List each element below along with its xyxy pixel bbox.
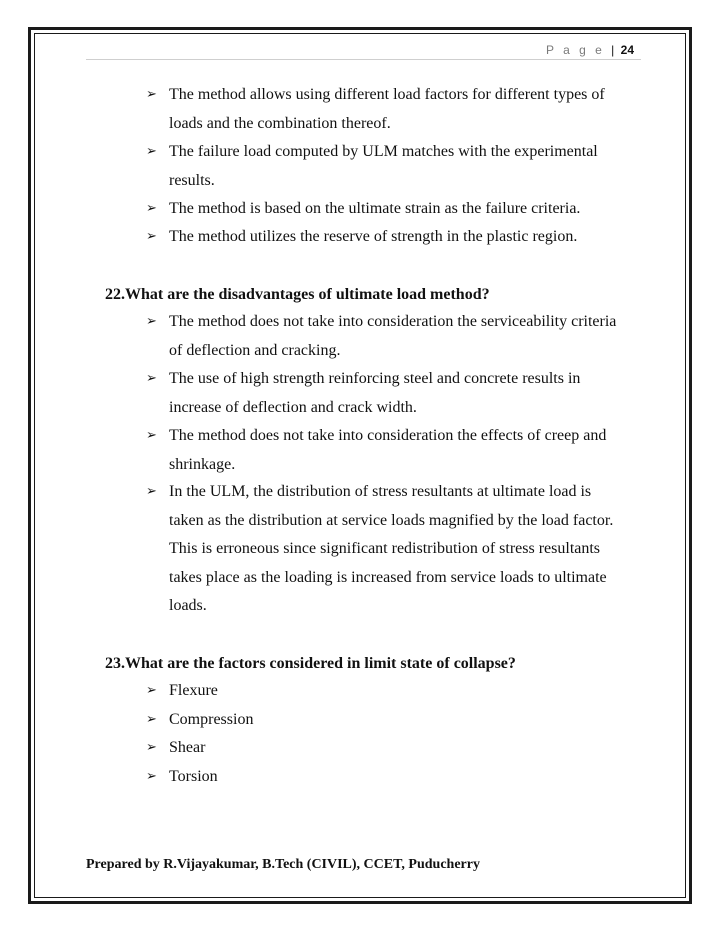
arrow-bullet-icon: ➢ [146,740,157,755]
bullet-text: The failure load computed by ULM matches with the experimental results. [169,143,598,189]
question-heading-23: 23.What are the factors considered in limit state of collapse? [105,655,516,672]
arrow-bullet-icon: ➢ [146,428,157,443]
page-header [546,43,634,57]
bullet-text: The method utilizes the reserve of strength in the plastic region. [169,228,578,245]
arrow-bullet-icon: ➢ [146,87,157,102]
arrow-bullet-icon: ➢ [146,683,157,698]
header-rule [86,59,641,60]
page-footer: Prepared by R.Vijayakumar, B.Tech (CIVIL), CCET, Puducherry [86,857,480,872]
bullet-text: The method is based on the ultimate strain as the failure criteria. [169,200,581,217]
question-heading-22: 22.What are the disadvantages of ultimate load method? [105,286,490,303]
bullet-text: Shear [169,739,206,756]
bullet-text: The method does not take into consideration the serviceability criteria of deflection and cracking. [169,313,617,359]
arrow-bullet-icon: ➢ [146,769,157,784]
bullet-text: Compression [169,711,254,728]
arrow-bullet-icon: ➢ [146,229,157,244]
arrow-bullet-icon: ➢ [146,144,157,159]
bullet-text: In the ULM, the distribution of stress resultants at ultimate load is taken as the distribution at service loads magnified by the load factor. This is erroneous since significant redistribution of stress resultants takes place as the loading is increased from service loads to ultimate loads. [169,483,614,614]
page-separator: | [611,43,615,57]
bullet-text: Flexure [169,682,218,699]
page-number: 24 [620,43,634,57]
arrow-bullet-icon: ➢ [146,484,157,499]
bullet-text: The method allows using different load factors for different types of loads and the combination thereof. [169,86,605,132]
arrow-bullet-icon: ➢ [146,371,157,386]
page-label: P a g e [546,43,605,57]
bullet-text: The method does not take into consideration the effects of creep and shrinkage. [169,427,607,473]
arrow-bullet-icon: ➢ [146,314,157,329]
arrow-bullet-icon: ➢ [146,712,157,727]
bullet-text: Torsion [169,768,218,785]
arrow-bullet-icon: ➢ [146,201,157,216]
bullet-text: The use of high strength reinforcing steel and concrete results in increase of deflection and crack width. [169,370,581,416]
